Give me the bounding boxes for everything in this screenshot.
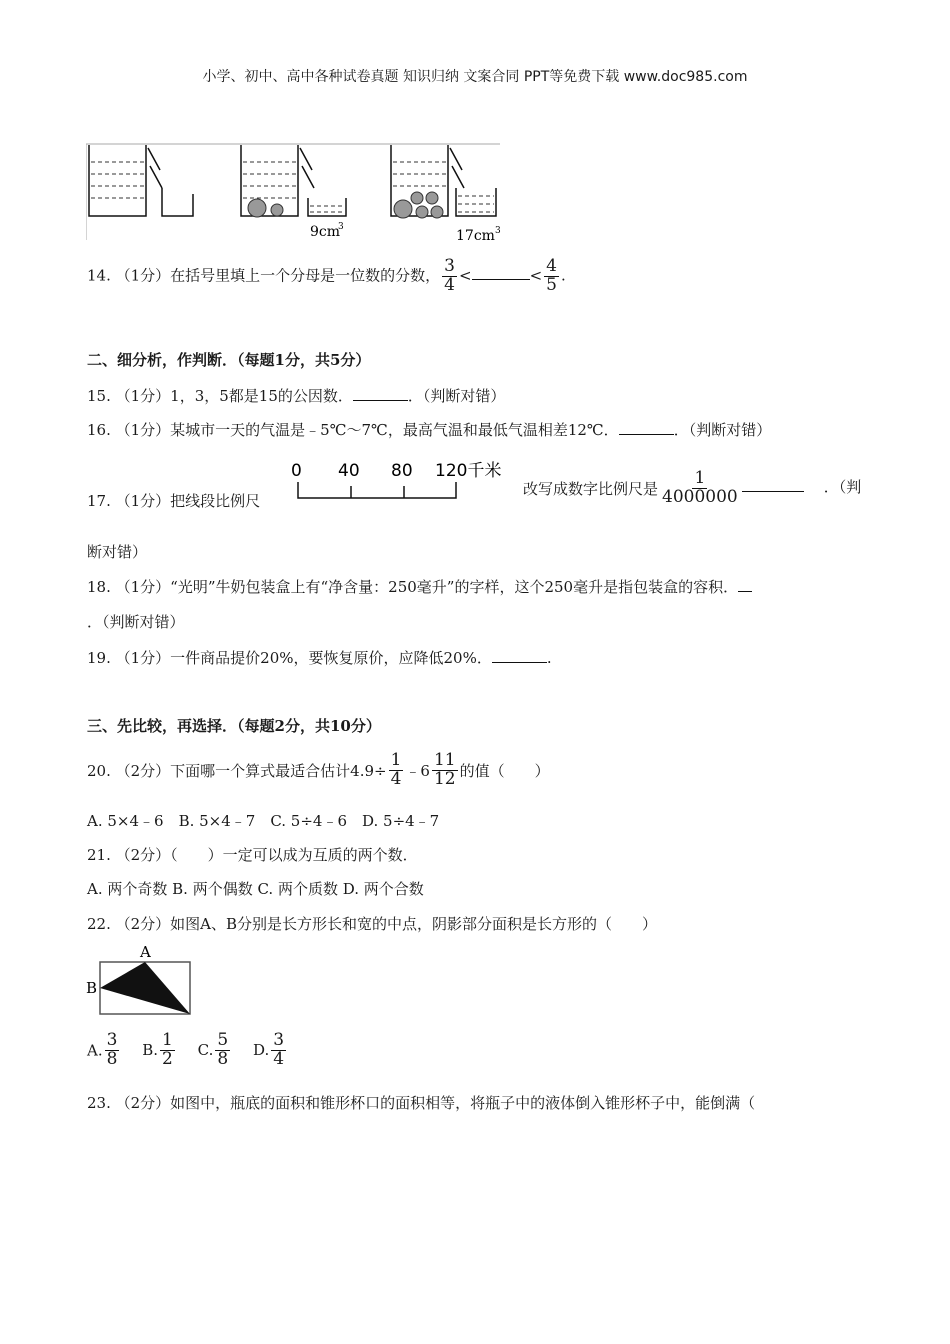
question-17-tail: 改写成数字比例尺是 $\frac{1}{4000000}$ ．（判 (523, 468, 862, 507)
label-9cm: 9cm (310, 224, 341, 240)
answer-blank[interactable] (353, 399, 408, 401)
line-scale-ruler (288, 456, 518, 504)
svg-text:120千米: 120千米 (435, 461, 502, 481)
svg-text:80: 80 (391, 461, 413, 481)
answer-blank[interactable] (492, 661, 547, 663)
question-16: 16. （1分）某城市一天的气温是﹣5℃～7℃，最高气温和最低气温相差12℃． ．（判断对错） (87, 421, 772, 439)
svg-text:3: 3 (495, 226, 501, 236)
beaker-figure (86, 140, 506, 248)
label-17cm: 17cm (456, 228, 495, 244)
question-22-options: A. $\frac{3}{8}$ B. $\frac{1}{2}$ C. $\frac{5}{8}$ D. $\frac{3}{4}$ (87, 1030, 285, 1069)
fraction: $\frac{11}{12}$ (433, 750, 456, 789)
section-3-title: 三、先比较，再选择．（每题2分，共10分） (87, 717, 381, 735)
label-b: B (86, 979, 98, 997)
label-a: A (140, 943, 151, 961)
question-17: 17. （1分）把线段比例尺 (87, 492, 261, 510)
question-18: 18. （1分）“光明”牛奶包装盒上有“净含量：250毫升”的字样，这个250毫升是指包装盒的容积． (87, 576, 752, 597)
question-19: 19. （1分）一件商品提价20%，要恢复原价，应降低20%． . (87, 649, 552, 667)
question-14: 14. （1分）在括号里填上一个分母是一位数的分数， $\frac{3}{4}$ < < $\frac{4}{5}$ . (87, 256, 566, 295)
question-20: 20. （2分）下面哪一个算式最适合估计4.9÷ $\frac{1}{4}$ ﹣6 $\frac{11}{12}$ 的值（ ） (87, 750, 550, 789)
question-20-options: A. 5×4﹣6 B. 5×4﹣7 C. 5÷4﹣6 D. 5÷4﹣7 (87, 812, 440, 830)
rectangle-figure (84, 940, 196, 1018)
question-22: 22. （2分）如图A、B分别是长方形长和宽的中点，阴影部分面积是长方形的（ ） (87, 915, 658, 933)
fraction: $\frac{3}{4}$ (444, 256, 455, 295)
svg-text:3: 3 (338, 222, 344, 232)
fraction: $\frac{1}{4}$ (390, 750, 402, 789)
question-21: 21. （2分）（ ）一定可以成为互质的两个数． (87, 846, 418, 864)
svg-text:40: 40 (338, 461, 360, 481)
page-header: 小学、初中、高中各种试卷真题 知识归纳 文案合同 PPT等免费下载 www.doc985.com (202, 69, 748, 85)
fraction: $\frac{4}{5}$ (546, 256, 557, 295)
answer-blank[interactable] (738, 590, 752, 592)
answer-blank[interactable] (619, 433, 674, 435)
fraction: $\frac{1}{4000000}$ (662, 468, 738, 507)
answer-blank[interactable] (742, 490, 804, 492)
question-21-options: A. 两个奇数 B. 两个偶数 C. 两个质数 D. 两个合数 (87, 880, 424, 898)
question-23: 23. （2分）如图中，瓶底的面积和锥形杯口的面积相等，将瓶子中的液体倒入锥形杯子中，能倒满（ (87, 1094, 756, 1112)
section-2-title: 二、细分析，作判断．（每题1分，共5分） (87, 351, 371, 369)
question-15: 15. （1分）1，3，5都是15的公因数． ．（判断对错） (87, 387, 506, 405)
svg-text:0: 0 (291, 461, 302, 481)
answer-blank[interactable] (472, 278, 530, 280)
